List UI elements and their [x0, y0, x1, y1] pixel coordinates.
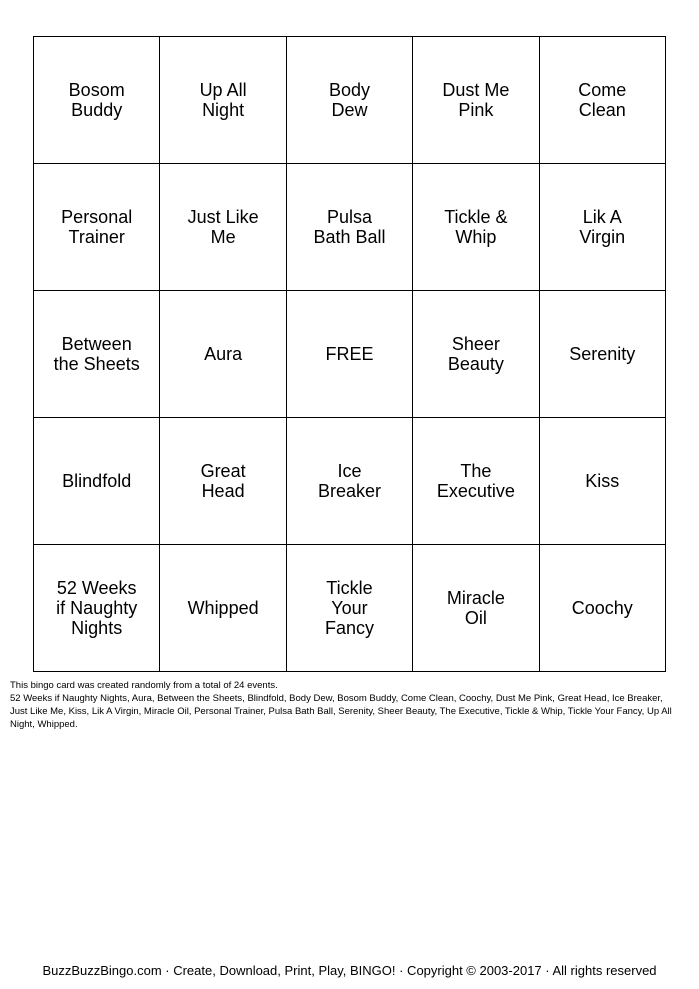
bingo-cell: Whipped [160, 545, 286, 672]
bingo-cell: Personal Trainer [34, 164, 160, 291]
bingo-cell: Pulsa Bath Ball [286, 164, 412, 291]
bingo-cell: Great Head [160, 418, 286, 545]
bingo-cell: Ice Breaker [286, 418, 412, 545]
bingo-cell: Aura [160, 291, 286, 418]
bingo-card-grid [33, 36, 666, 672]
bingo-cell: Just Like Me [160, 164, 286, 291]
bingo-cell: Body Dew [286, 37, 412, 164]
bingo-cell: Sheer Beauty [413, 291, 539, 418]
bingo-cell: Between the Sheets [34, 291, 160, 418]
bingo-cell: Coochy [539, 545, 665, 672]
bingo-cell: Kiss [539, 418, 665, 545]
events-list: 52 Weeks if Naughty Nights, Aura, Between the Sheets, Blindfold, Body Dew, Bosom Buddy, Come Clean, Coochy, Dust Me Pink, Great Head, Ice Breaker, Just Like Me, Kiss, Lik A Virgin, Miracle Oil, Personal Trainer, Pulsa Bath Ball, Serenity, Sheer Beauty, The Executive, Tickle & Whip, Tickle Your Fancy, Up All Night, Whipped. [10, 693, 672, 730]
bingo-row [34, 291, 666, 418]
bingo-row [34, 418, 666, 545]
bingo-cell: Blindfold [34, 418, 160, 545]
bingo-cell: Bosom Buddy [34, 37, 160, 164]
bingo-cell: The Executive [413, 418, 539, 545]
bingo-cell: Serenity [539, 291, 665, 418]
free-space-cell: FREE [286, 291, 412, 418]
bingo-cell: 52 Weeks if Naughty Nights [34, 545, 160, 672]
bingo-cell: Dust Me Pink [413, 37, 539, 164]
bingo-cell: Tickle & Whip [413, 164, 539, 291]
bingo-cell: Lik A Virgin [539, 164, 665, 291]
notes-intro: This bingo card was created randomly from a total of 24 events. [10, 680, 278, 691]
bingo-row [34, 545, 666, 672]
bingo-row [34, 37, 666, 164]
bingo-cell: Up All Night [160, 37, 286, 164]
bingo-cell: Tickle Your Fancy [286, 545, 412, 672]
bingo-cell: Miracle Oil [413, 545, 539, 672]
page-footer: BuzzBuzzBingo.com · Create, Download, Print, Play, BINGO! · Copyright © 2003-2017 · All rights reserved [42, 963, 657, 978]
card-notes [10, 679, 682, 731]
bingo-cell: Come Clean [539, 37, 665, 164]
bingo-row [34, 164, 666, 291]
